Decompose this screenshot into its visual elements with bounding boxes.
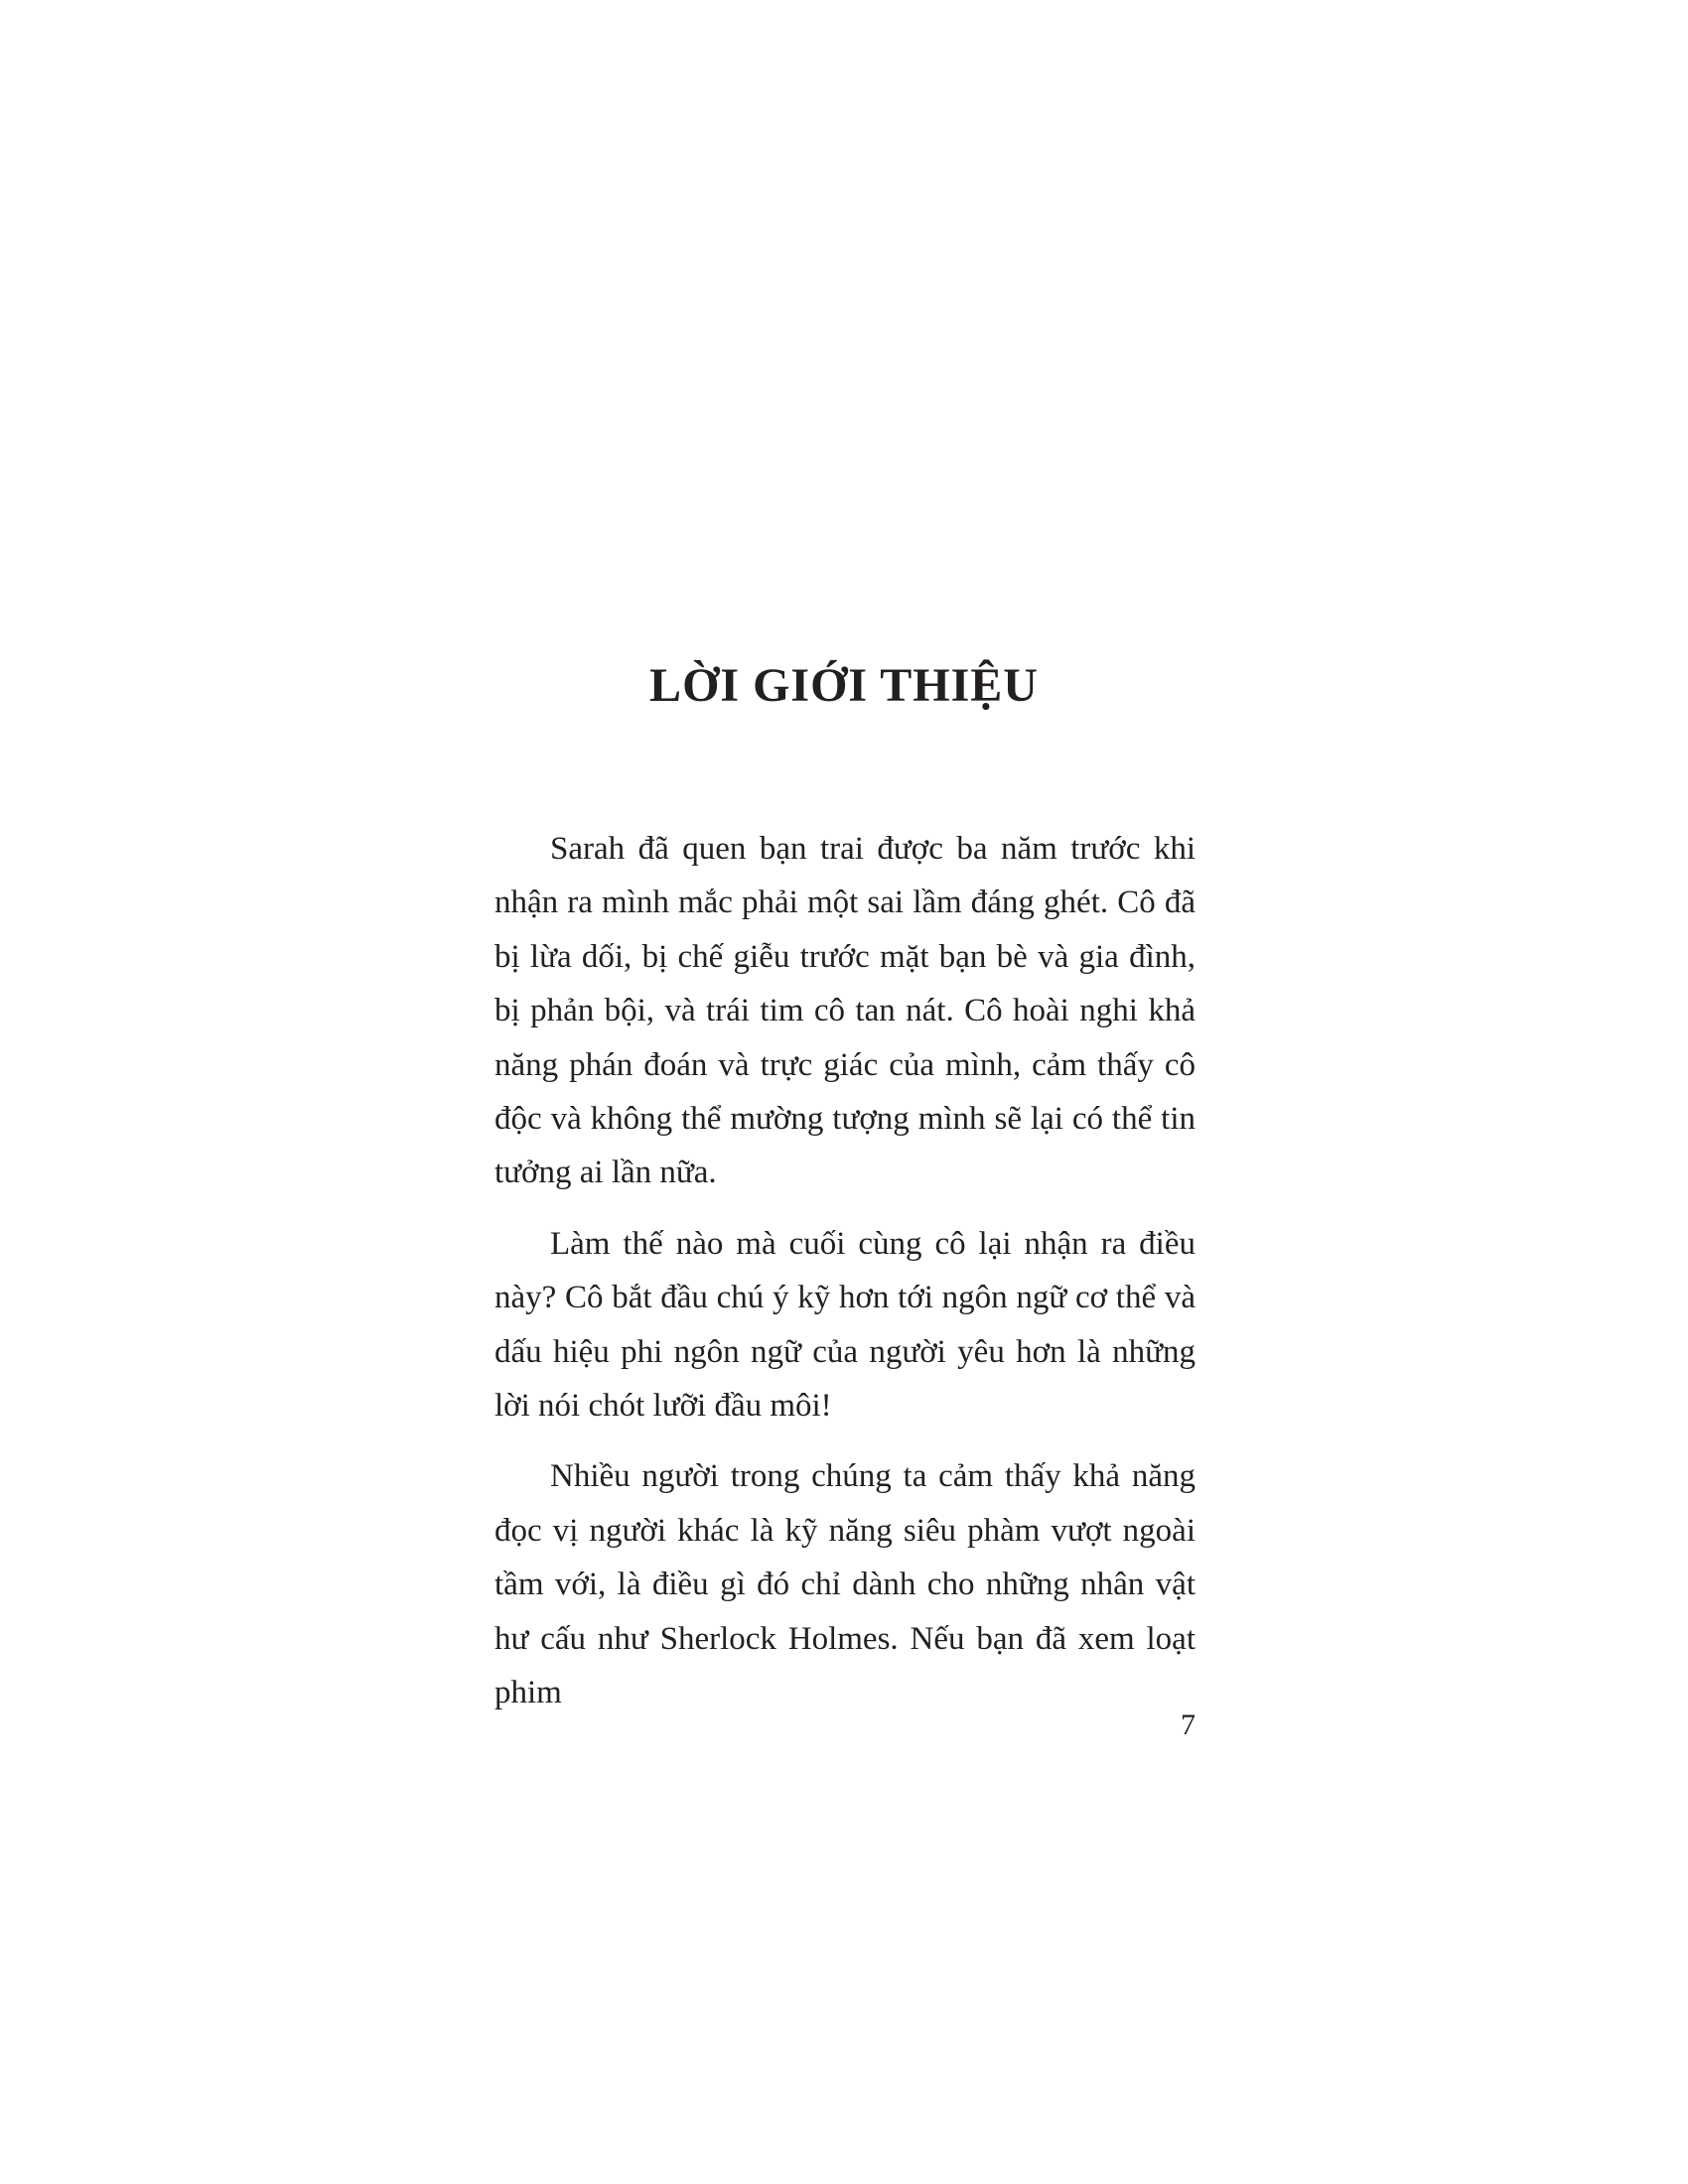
page-number: 7 [1181, 1708, 1196, 1741]
body-text [494, 822, 1196, 1737]
paragraph: Nhiều người trong chúng ta cảm thấy khả năng đọc vị người khác là kỹ năng siêu phàm vượt ngoài tầm với, là điều gì đó chỉ dành cho những nhân vật hư cấu như Sherlock Holmes. Nếu bạn đã xem loạt phim [494, 1458, 1196, 1711]
paragraph: Sarah đã quen bạn trai được ba năm trước khi nhận ra mình mắc phải một sai lầm đáng ghét. Cô đã bị lừa dối, bị chế giễu trước mặt bạn bè và gia đình, bị phản bội, và trái tim cô tan nát. Cô hoài nghi khả năng phán đoán và trực giác của mình, cảm thấy cô độc và không thể mường tượng mình sẽ lại có thể tin tưởng ai lần nữa. [494, 831, 1196, 1191]
paragraph: Làm thế nào mà cuối cùng cô lại nhận ra điều này? Cô bắt đầu chú ý kỹ hơn tới ngôn ngữ cơ thể và dấu hiệu phi ngôn ngữ của người yêu hơn là những lời nói chót lưỡi đầu môi! [494, 1225, 1196, 1425]
chapter-title: LỜI GIỚI THIỆU [649, 659, 1039, 712]
